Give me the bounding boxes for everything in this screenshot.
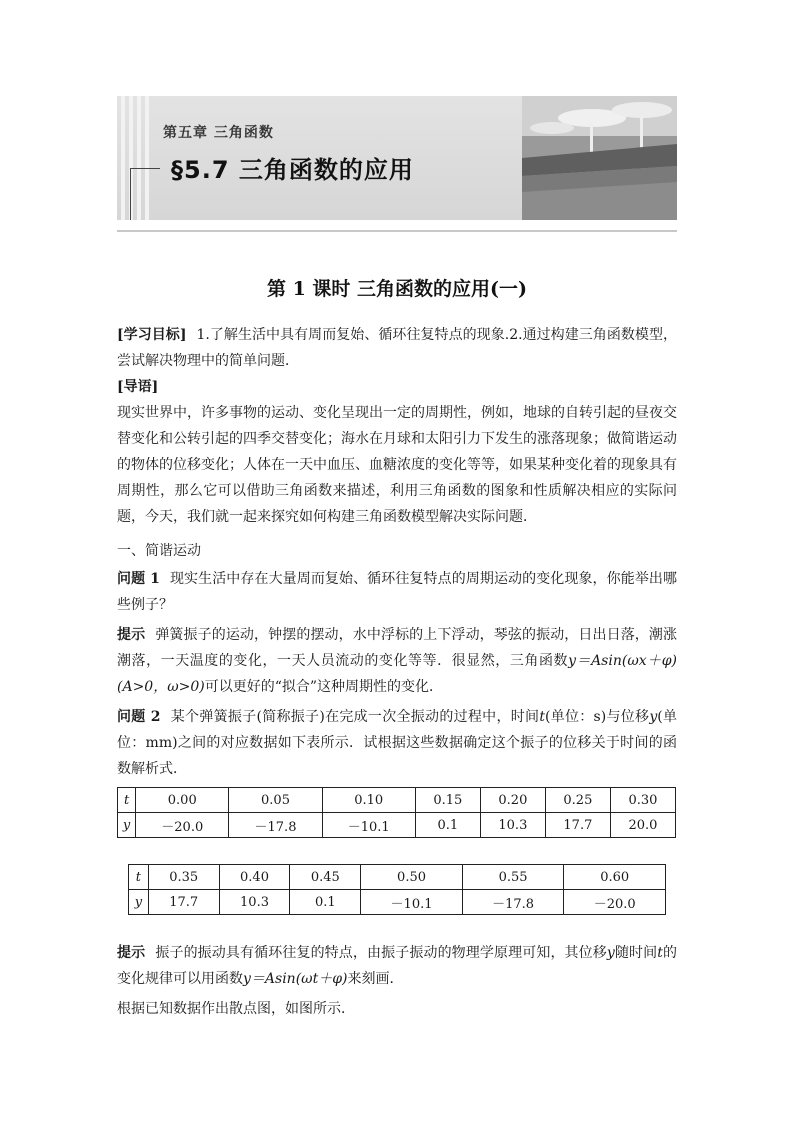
hint-2-var-y: y	[606, 945, 615, 961]
hint-2-text-d: 来刻画．	[347, 971, 404, 987]
question-1-text: 现实生活中存在大量周而复始、循环往复特点的周期运动的变化现象，你能举出哪些例子？	[117, 571, 677, 613]
table-cell: 0.60	[564, 865, 666, 890]
table-cell: 0.45	[290, 865, 361, 890]
table-cell: 0.00	[136, 788, 229, 813]
table-cell: 10.3	[219, 890, 290, 915]
title-rule-vertical	[130, 168, 131, 220]
closing-line: 根据已知数据作出散点图，如图所示．	[117, 1001, 355, 1017]
intro-label: [导语]	[117, 379, 159, 395]
table-row	[118, 788, 676, 813]
table-cell: 17.7	[545, 813, 610, 838]
table-header-cell: y	[118, 813, 136, 838]
learning-goals	[117, 322, 677, 374]
table-cell: 0.05	[229, 788, 322, 813]
question-2-var-t: t	[539, 709, 545, 725]
table-cell: 0.1	[290, 890, 361, 915]
table-header-cell: t	[129, 865, 149, 890]
lesson-title: 第 1 课时 三角函数的应用(一)	[266, 278, 528, 300]
banner-bottom-rule	[117, 230, 677, 232]
question-2	[117, 704, 677, 782]
title-rule-left	[130, 168, 160, 169]
table-cell: －10.1	[322, 813, 415, 838]
table-row	[129, 865, 666, 890]
hint-2-formula: y＝Asin(ωt＋φ)	[243, 971, 348, 987]
table-cell: －17.8	[229, 813, 322, 838]
subsection-heading: 一、简谐运动	[117, 543, 201, 559]
data-table-2	[128, 864, 666, 915]
table-cell: －20.0	[136, 813, 229, 838]
table-cell: 0.25	[545, 788, 610, 813]
data-table-1	[117, 787, 676, 838]
hint-1-text-b: 可以更好的“拟合”这种周期性的变化．	[204, 679, 444, 695]
intro-paragraph: 现实世界中，许多事物的运动、变化呈现出一定的周期性，例如，地球的自转引起的昼夜交替变化和公转引起的四季交替变化；海水在月球和太阳引力下发生的涨落现象；做简谐运动的物体的位移变化；人体在一天中血压、血糖浓度的变化等等，如果某种变化着的现象具有周期性，那么它可以借助三角函数来描述，利用三角函数的图象和性质解决相应的实际问题，今天，我们就一起来探究如何构建三角函数模型解决实际问题．	[117, 405, 677, 525]
table-cell: 10.3	[480, 813, 545, 838]
question-2-var-y: y	[649, 709, 658, 725]
chapter-label: 第五章 三角函数	[163, 125, 274, 141]
table-header-cell: t	[118, 788, 136, 813]
question-2-label: 问题 2	[117, 709, 161, 725]
table-row	[129, 890, 666, 915]
hint-1	[117, 622, 677, 700]
table-cell: －20.0	[564, 890, 666, 915]
hint-2-var-t: t	[657, 945, 663, 961]
hint-1-text-a: 弹簧振子的运动，钟摆的摆动，水中浮标的上下浮动，琴弦的振动，日出日落，潮涨潮落，一天温度的变化，一天人员流动的变化等等．很显然，三角函数	[117, 627, 678, 669]
hint-1-formula: y＝Asin(ωx＋φ)(A>0，ω>0)	[117, 653, 677, 695]
table-cell: 0.50	[361, 865, 463, 890]
table-cell: 17.7	[148, 890, 219, 915]
table-cell: 0.10	[322, 788, 415, 813]
question-1-label: 问题 1	[117, 571, 160, 587]
table-cell: 0.35	[148, 865, 219, 890]
hint-2-text-a: 振子的振动具有循环往复的特点，由振子振动的物理学原理可知，其位移	[155, 945, 607, 961]
section-title: §5.7 三角函数的应用	[171, 156, 414, 184]
hint-2-label: 提示	[117, 945, 146, 961]
table-cell: －10.1	[361, 890, 463, 915]
banner-stripes	[117, 96, 153, 220]
question-1	[117, 566, 677, 618]
question-2-text-a: 某个弹簧振子(简称振子)在完成一次全振动的过程中，时间	[170, 709, 540, 725]
hint-2-text-b: 随时间	[614, 945, 658, 961]
table-cell: 0.30	[610, 788, 675, 813]
table-cell: 20.0	[610, 813, 675, 838]
table-row	[118, 813, 676, 838]
hint-1-label: 提示	[117, 627, 146, 643]
table-header-cell: y	[129, 890, 149, 915]
table-cell: 0.20	[480, 788, 545, 813]
goals-text: 1.了解生活中具有周而复始、循环往复特点的现象.2.通过构建三角函数模型，尝试解决物理中的简单问题．	[117, 327, 678, 369]
question-2-unit-t: (单位：s)与位移	[544, 709, 650, 725]
hint-2	[117, 940, 677, 992]
stadium-photo	[522, 96, 677, 220]
table-cell: 0.1	[415, 813, 480, 838]
hint-2-text-c: 的变化规律可以用函数	[117, 945, 678, 987]
goals-label: [学习目标]	[117, 327, 187, 343]
table-cell: 0.15	[415, 788, 480, 813]
question-2-text-b: (单位：mm)之间的对应数据如下表所示．试根据这些数据确定这个振子的位移关于时间的函数解析式．	[117, 709, 677, 777]
table-cell: 0.55	[462, 865, 564, 890]
table-cell: 0.40	[219, 865, 290, 890]
table-cell: －17.8	[462, 890, 564, 915]
